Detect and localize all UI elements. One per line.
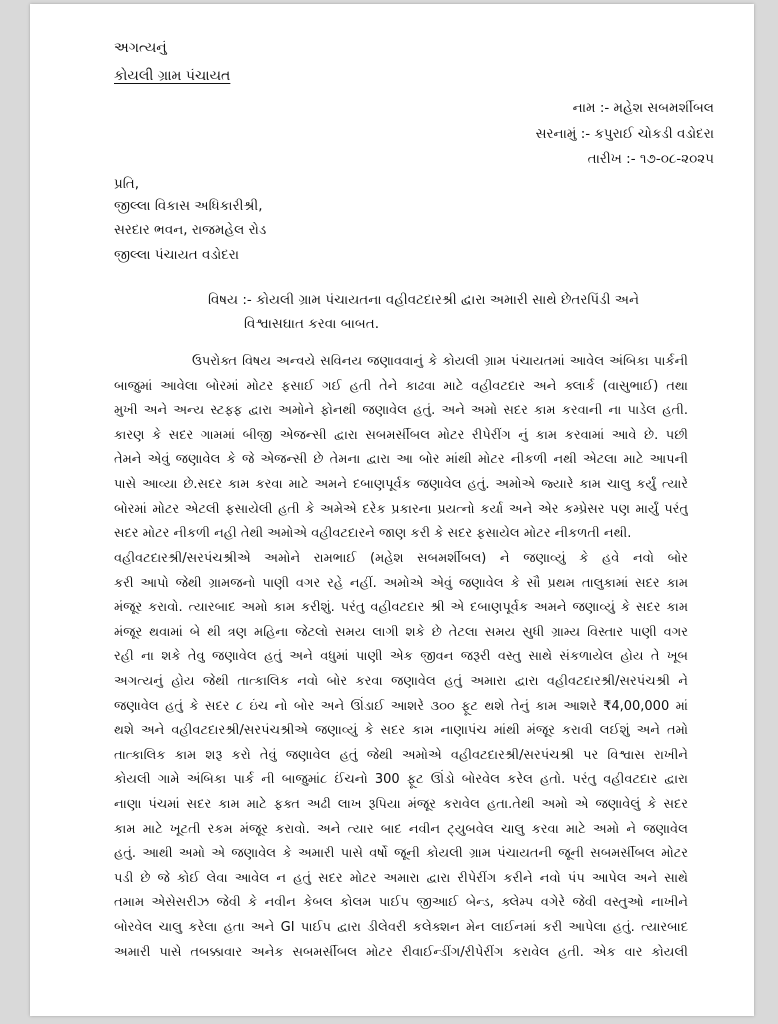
paragraph-line: જણાવેલ હતું કે સદર ૮ ઇંચ નો બોર અને ઊંડાઈ આશરે ૩૦૦ ફૂટ થશે તેનું કામ આશરે ₹4,00,000 માં bbox=[114, 698, 688, 714]
paragraph-line: નાણા પંચમાં સદર કામ માટે ફક્ત અઢી લાખ રૂપિયા મંજૂર કરાવેલ હતા.તેથી અમો એ જણાવેલું કે સદર bbox=[114, 796, 688, 812]
paragraph-line: હતું. આથી અમો એ જણાવેલ કે અમારી પાસે વર્ષો જૂની કોયલી ગ્રામ પંચાયતની જૂની સબમર્સીબલ મોટર bbox=[114, 846, 688, 862]
paragraph-line: કોયલી ગામે અંબિકા પાર્ક ની બાજુમાં૮ ઈંચનો 300 ફૂટ ઊંડો બોરવેલ કરેલ હતો. પરંતુ વહીવટદાર દ્વારા bbox=[114, 772, 688, 788]
recipient-line-1: જીલ્લા વિકાસ અધિકારીશ્રી, bbox=[114, 198, 263, 214]
paragraph-line: બોરમાં મોટર એટલી ફસાયેલી હતી કે અમેએ દરેક પ્રકારના પ્રયત્નો કર્યા અને એર કમ્પ્રેસર પણ માર્યું પરંતુ bbox=[114, 501, 688, 517]
paragraph-line: તમામ એસેસરીઝ જેવી કે નવીન કેબલ કોલમ પાઈપ જીઆઈ બેન્ડ, ક્લેમ્પ વગેરે જેવી વસ્તુઓ નાખીને bbox=[114, 895, 688, 911]
paragraph-line: બોરવેલ ચાલુ કરેલા હતા અને GI પાઈપ દ્વારા ડીલેવરી કલેક્શન મેન લાઈનમાં કરી આપેલા હતું. ત્યારબાદ bbox=[114, 919, 688, 935]
paragraph-line: મંજૂર કરાવો. ત્યારબાદ અમો કામ કરીશું. પરંતુ વહીવટદાર શ્રી એ દબાણપૂર્વક અમને જણાવ્યું કે સદર કામ bbox=[114, 600, 688, 616]
subject-line-2: વિશ્વાસઘાત કરવા બાબત. bbox=[244, 316, 379, 332]
paragraph-line: કરી આપો જેથી ગ્રામજનો પાણી વગર રહે નહીં. અમોએ એવું જણાવેલ કે સૌ પ્રથમ તાલુકામાં સદર કામ bbox=[114, 575, 688, 591]
office-heading: કોયલી ગ્રામ પંચાયત bbox=[114, 68, 231, 84]
paragraph-line: તેમને એવું જણાવેલ કે જે એજન્સી છે તેમના દ્વારા આ બોર માંથી મોટર નીકળી નથી એટલા માટે આપની bbox=[114, 452, 688, 468]
sender-address: સરનામું :- કપુરાઈ ચોકડી વડોદરા bbox=[535, 126, 714, 142]
paragraph-line: રહી ના શકે તેવુ જણાવેલ હતું અને વધુમાં પાણી એક જીવન જરૂરી વસ્તુ સાથે સંકળાયેલ હોય તે ખૂબ bbox=[114, 649, 688, 665]
paragraph-line: અમારી પાસે તબક્કાવાર અનેક સબમર્સીબલ મોટર રીવાઈન્ડીંગ/રીપેરીંગ કરાવેલ હતી. એક વાર કોયલી bbox=[114, 944, 688, 960]
paragraph-line: મંજૂર થવામાં બે થી ત્રણ મહિના જેટલો સમય લાગી શકે છે તેટલા સમય સુધી ગ્રામ્ય વિસ્તાર પાણી વગર bbox=[114, 624, 688, 640]
paragraph-line: બાજુમાં આવેલા બોરમાં મોટર ફસાઈ ગઈ હતી તેને કાઢવા માટે વહીવટદાર અને ક્લાર્ક (વાસુભાઈ) તથા bbox=[114, 378, 688, 394]
paragraph-line: તાત્કાલિક કામ શરૂ કરો તેવું જણાવેલ હતું જેથી અમોએ વહીવટદારશ્રી/સરપંચશ્રી પર વિશ્વાસ રાખીને bbox=[114, 747, 688, 763]
body-paragraph-2 bbox=[114, 547, 688, 965]
letter-date: તારીખ :- ૧૭-૦૮-૨૦૨૫ bbox=[587, 151, 714, 167]
paragraph-line: અગત્યનું હોય જેથી તાત્કાલિક નવો બોર કરવા જણાવેલ હતું અમારા દ્વારા વહીવટદારશ્રી/સરપંચશ્રી ને bbox=[114, 673, 688, 689]
recipient-line-2: સરદાર ભવન, રાજમહેલ રોડ bbox=[114, 222, 267, 238]
paragraph-line: કારણ કે સદર ગામમાં બીજી એજન્સી દ્વારા સબમર્સીબલ મોટર રીપેરીંગ નું કામ કરવામાં આવે છે. પછી bbox=[114, 427, 688, 443]
paragraph-line: પાસે આવ્યા છે.સદર કામ કરવા માટે અમને દબાણપૂર્વક જણાવેલ હતું. અમોએ જ્યારે કામ ચાલુ કર્યું ત્યારે bbox=[114, 476, 688, 492]
urgent-heading: અગત્યનું bbox=[114, 40, 167, 56]
body-paragraph-1 bbox=[114, 350, 688, 547]
sender-name: નામ :- મહેશ સબમર્શીબલ bbox=[572, 100, 714, 116]
paragraph-line: સદર મોટર નીકળી નહી તેથી અમોએ વહીવટદારને જાણ કરી કે સદર ફસાયેલ મોટર નીકળતી નથી. bbox=[114, 526, 632, 542]
recipient-to: પ્રતિ, bbox=[114, 176, 140, 192]
recipient-line-3: જીલ્લા પંચાયત વડોદરા bbox=[114, 247, 240, 263]
subject-line-1: વિષય :- કોયલી ગ્રામ પંચાયતના વહીવટદારશ્રી દ્વારા અમારી સાથે છેતરપિંડી અને bbox=[208, 292, 640, 308]
paragraph-line: થશે અને વહીવટદારશ્રી/સરપંચશ્રીએ જણાવ્યું કે સદર કામ નાણાપંચ માંથી મંજૂર કરાવી લઈશું અને તમો bbox=[114, 723, 688, 739]
paragraph-line: વહીવટદારશ્રી/સરપંચશ્રીએ અમોને રામભાઈ (મહેશ સબમર્શીબલ) ને જણાવ્યું કે હવે નવો બોર bbox=[114, 551, 688, 566]
paragraph-line: પડી છે જે કોઈ લેવા આવેલ ન હતું સદર મોટર અમારા દ્વારા રીપેરીંગ કરીને નવો પંપ આપેલ અને સાથે bbox=[114, 870, 688, 886]
letter-page bbox=[30, 4, 754, 1016]
paragraph-line: કામ માટે ખૂટતી રકમ મંજૂર કરાવો. અને ત્યાર બાદ નવીન ટ્યુબવેલ ચાલુ કરવા માટે અમો ને જણાવેલ bbox=[114, 821, 688, 837]
paragraph-line: ઉપરોક્ત વિષય અન્વયે સવિનય જણાવવાનું કે કોયલી ગ્રામ પંચાયતમાં આવેલ અંબિકા પાર્કની bbox=[192, 354, 688, 369]
paragraph-line: મુખી અને અન્ય સ્ટફ્ફ દ્વારા અમોને ફોનથી જણાવેલ હતું. અને અમો સદર કામ કરવાની ના પાડેલ હતી. bbox=[114, 403, 688, 419]
